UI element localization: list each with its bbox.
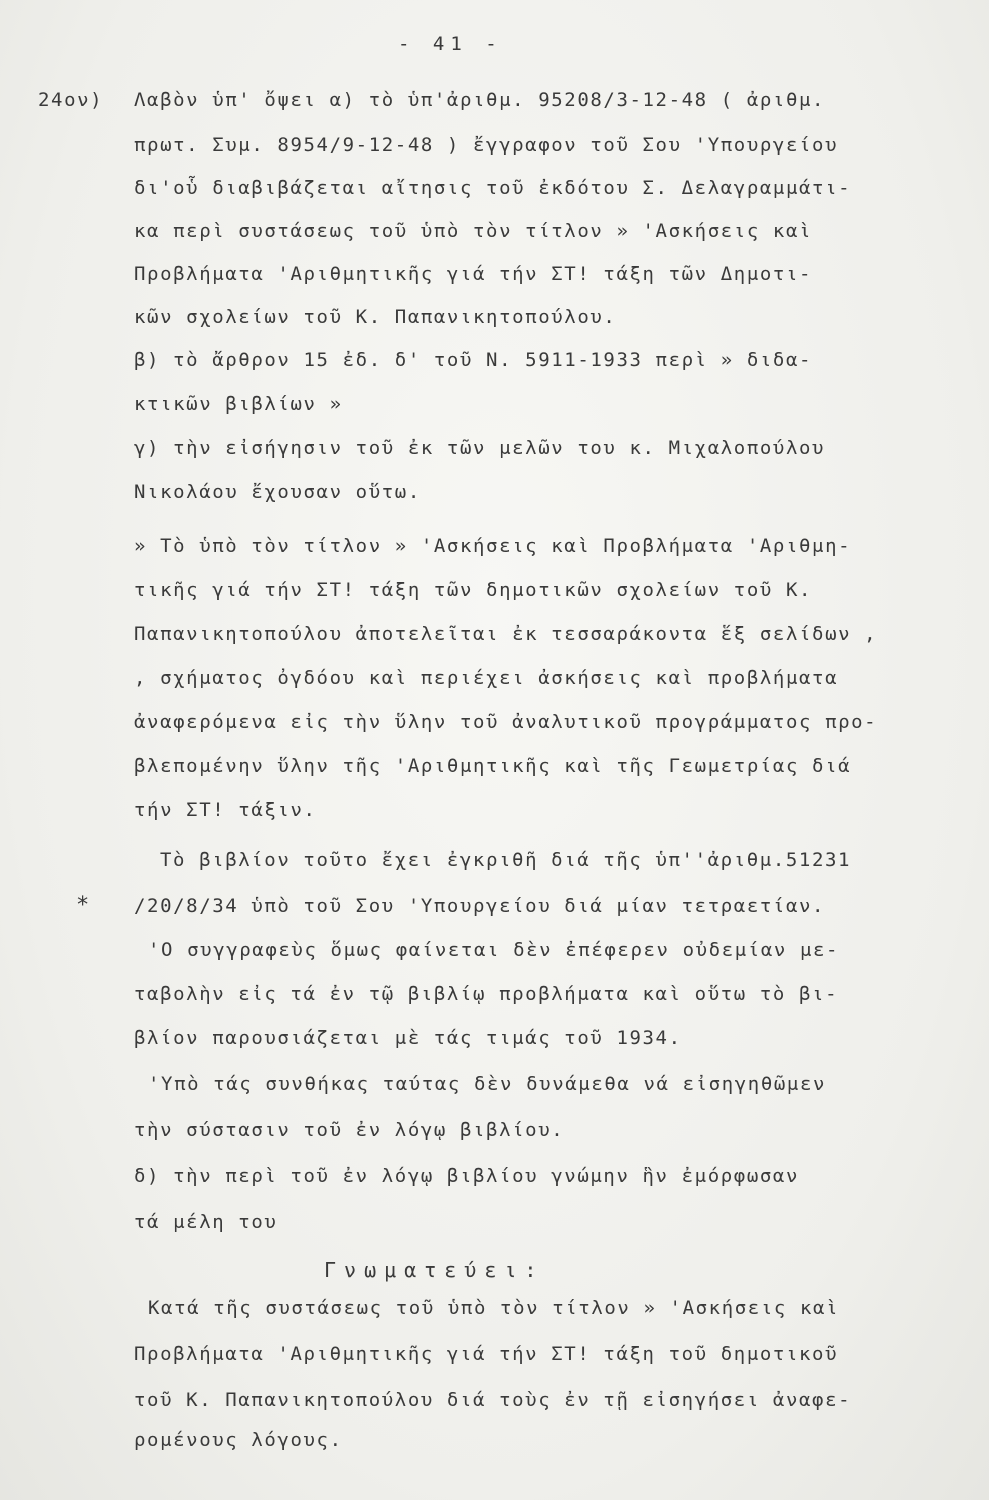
body-line: κα περὶ συστάσεως τοῦ ὑπὸ τὸν τίτλον » 'Ασκήσεις καὶ: [134, 220, 813, 242]
conclusion-line: Κατά τῆς συστάσεως τοῦ ὑπὸ τὸν τίτλον » 'Ασκήσεις καὶ: [148, 1297, 840, 1319]
body-line: , σχήματος ὀγδόου καὶ περιέχει ἀσκήσεις καὶ προβλήματα: [134, 667, 839, 689]
body-line: πρωτ. Συμ. 8954/9-12-48 ) ἔγγραφον τοῦ Σου 'Υπουργείου: [134, 134, 839, 156]
conclusion-line: Προβλήματα 'Αριθμητικῆς γιά τήν ΣΤ! τάξη τοῦ δημοτικοῦ: [134, 1343, 839, 1365]
body-line: Τὸ βιβλίον τοῦτο ἔχει ἐγκριθῆ διά τῆς ὑπ''ἀριθμ.51231: [160, 849, 852, 871]
body-line: βλίον παρουσιάζεται μὲ τάς τιμάς τοῦ 1934.: [134, 1027, 682, 1049]
body-line: βλεπομένην ὕλην τῆς 'Αριθμητικῆς καὶ τῆς Γεωμετρίας διά: [134, 755, 852, 777]
body-line: κῶν σχολείων τοῦ Κ. Παπανικητοπούλου.: [134, 306, 617, 328]
body-line: » Τὸ ὑπὸ τὸν τίτλον » 'Ασκήσεις καὶ Προβλήματα 'Αριθμη-: [134, 535, 852, 557]
body-line: δ) τὴν περὶ τοῦ ἐν λόγῳ βιβλίου γνώμην ἣν ἐμόρφωσαν: [134, 1165, 799, 1187]
body-line: Προβλήματα 'Αριθμητικῆς γιά τήν ΣΤ! τάξη τῶν Δημοτι-: [134, 263, 813, 285]
body-line: 'Ο συγγραφεὺς ὅμως φαίνεται δὲν ἐπέφερεν οὐδεμίαν με-: [148, 939, 840, 961]
body-line: Παπανικητοπούλου ἀποτελεῖται ἐκ τεσσαράκοντα ἕξ σελίδων ,: [134, 623, 878, 645]
conclusion-line: τοῦ Κ. Παπανικητοπούλου διά τοὺς ἐν τῇ εἰσηγήσει ἀναφε-: [134, 1389, 852, 1411]
body-line: κτικῶν βιβλίων »: [134, 393, 343, 415]
body-line: ταβολὴν εἰς τά ἐν τῷ βιβλίῳ προβλήματα καὶ οὕτω τὸ βι-: [134, 983, 839, 1005]
body-line: β) τὸ ἄρθρον 15 ἐδ. δ' τοῦ Ν. 5911-1933 περὶ » διδα-: [134, 349, 813, 371]
section-heading: Γνωματεύει:: [324, 1258, 545, 1282]
conclusion-line: ρομένους λόγους.: [134, 1429, 343, 1451]
page-number: - 41 -: [398, 33, 503, 55]
body-line: τὴν σύστασιν τοῦ ἐν λόγῳ βιβλίου.: [134, 1119, 565, 1141]
body-line: τήν ΣΤ! τάξιν.: [134, 799, 317, 821]
body-line: 'Υπὸ τάς συνθήκας ταύτας δὲν δυνάμεθα νά εἰσηγηθῶμεν: [148, 1073, 827, 1095]
body-line: ἀναφερόμενα εἰς τὴν ὕλην τοῦ ἀναλυτικοῦ προγράμματος προ-: [134, 711, 878, 733]
body-line: γ) τὴν εἰσήγησιν τοῦ ἐκ τῶν μελῶν του κ. Μιχαλοπούλου: [134, 437, 826, 459]
body-line: Λαβὸν ὑπ' ὄψει α) τὸ ὑπ'ἀριθμ. 95208/3-12-48 ( ἀριθμ.: [134, 89, 826, 111]
margin-item-number: 24ον): [38, 89, 104, 111]
body-line: δι'οὗ διαβιβάζεται αἴτησις τοῦ ἐκδότου Σ. Δελαγραμμάτι-: [134, 177, 852, 199]
body-line: τικῆς γιά τήν ΣΤ! τάξη τῶν δημοτικῶν σχολείων τοῦ Κ.: [134, 579, 813, 601]
body-line: τά μέλη του: [134, 1211, 278, 1233]
margin-asterisk-mark: *: [76, 893, 91, 918]
body-line: /20/8/34 ὑπὸ τοῦ Σου 'Υπουργείου διά μίαν τετραετίαν.: [134, 895, 826, 917]
body-line: Νικολάου ἔχουσαν οὕτω.: [134, 481, 421, 503]
